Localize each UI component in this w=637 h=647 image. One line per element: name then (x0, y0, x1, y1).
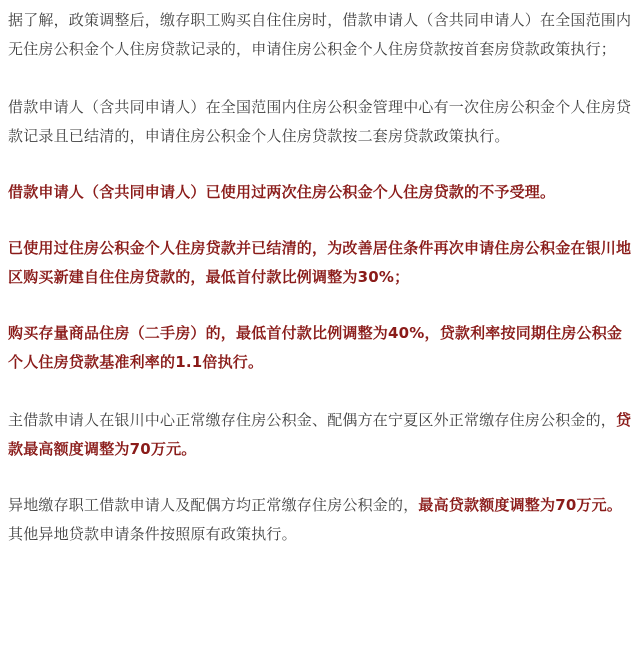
spouse-outside-plain-text: 主借款申请人在银川中心正常缴存住房公积金、配偶方在宁夏区外正常缴存住房公积金的， (8, 411, 617, 429)
paragraph-down-payment-30: 已使用过住房公积金个人住房贷款并已结清的，为改善居住条件再次申请住房公积金在银川地区购买新建自住住房贷款的，最低首付款比例调整为30%； (8, 239, 632, 286)
paragraph-second-hand-40: 购买存量商品住房（二手房）的，最低首付款比例调整为40%，贷款利率按同期住房公积金个人住房贷款基准利率的1.1倍执行。 (8, 324, 623, 371)
paragraph-spacer (8, 377, 633, 406)
paragraph-spacer (8, 207, 633, 234)
remote-deposit-max-amount: 最高贷款额度调整为70万元。 (418, 496, 623, 514)
paragraph-first-home-policy: 据了解，政策调整后，缴存职工购买自住住房时，借款申请人（含共同申请人）在全国范围内无住房公积金个人住房贷款记录的，申请住房公积金个人住房贷款按首套房贷款政策执行； (8, 11, 632, 58)
paragraph-spacer (8, 151, 633, 178)
paragraph-spacer (8, 64, 633, 93)
spouse-outside-max-amount: 贷款最高额度调整为70万元。 (8, 411, 632, 458)
paragraph-second-home-policy: 借款申请人（含共同申请人）在全国范围内住房公积金管理中心有一次住房公积金个人住房贷款记录且已结清的，申请住房公积金个人住房贷款按二套房贷款政策执行。 (8, 98, 632, 145)
paragraph-remote-deposit (8, 491, 633, 549)
paragraph-two-loans-rejected: 借款申请人（含共同申请人）已使用过两次住房公积金个人住房贷款的不予受理。 (8, 183, 556, 201)
paragraph-spacer (8, 464, 633, 491)
remote-deposit-plain-text: 异地缴存职工借款申请人及配偶方均正常缴存住房公积金的， (8, 496, 419, 514)
paragraph-spacer (8, 292, 633, 319)
article-body (8, 6, 633, 549)
paragraph-spouse-outside-region (8, 406, 633, 464)
remote-deposit-tail-text: 其他异地贷款申请条件按照原有政策执行。 (8, 525, 297, 543)
